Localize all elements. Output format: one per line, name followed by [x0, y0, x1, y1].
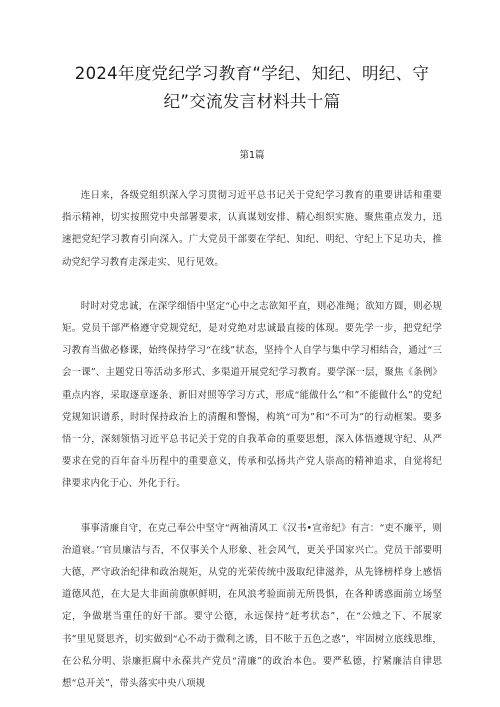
- document-body: [62, 185, 442, 695]
- paragraph-1: 连日来，各级党组织深入学习贯彻习近平总书记关于党纪学习教育的重要讲话和重要指示精神，切实按照党中央部署要求，认真谋划安排、精心组织实施、聚焦重点发力，迅速把党纪学习教育引向深入。广大党员干部要在学纪、知纪、明纪、守纪上下足功夫，推动党纪学习教育走深走实、见行见效。: [62, 190, 442, 268]
- document-title: 2024年度党纪学习教育“学纪、知纪、明纪、守纪”交流发言材料共十篇: [74, 64, 430, 111]
- paragraph-3: 事事清廉自守，在克己奉公中坚守“两袖清风工《汉书•宣帝纪》有言：“吏不廉平，则治道衰。’’官员廉洁与否，不仅事关个人形象、社会风气，更关乎国家兴亡。党员干部要明大德，严守政治纪律和政治规矩，从党的光荣传统中汲取纪律滋养，从先锋榜样身上感悟道德风范，在大是大非面前旗帜鲜明，在风浪考验面前无所畏惧，在各种诱惑面前立场坚定，争做堪当重任的好干部。要守公德，永远保持“赶考状态”，在“公烛之下、不展家书”里见贤思齐，切实做到“心不动于微利之诱，目不眩于五色之惑”，牢固树立底线思维，在公私分明、崇廉拒腐中永葆共产党员“清廉”的政治本色。要严私德，拧紧廉洁自律思想“总开关”，带头落实中央八项规: [62, 522, 442, 690]
- section-heading: 第1篇: [239, 150, 265, 161]
- paragraph-2: 时时对党忠诚，在深学细悟中坚定“心中之志欲知平直，则必准绳；欲知方圆，则必规矩。党员干部严格遵守党规党纪，是对党绝对忠诚最直接的体现。要先学一步，把党纪学习教育当做必修课，始终保持学习“在线”状态，坚持个人自学与集中学习相结合，通过“三会一课”、主题党日等活动多形式、多渠道开展党纪学习教育。要学深一层，聚焦《条例》重点内容，采取逐章逐条、新旧对照等学习方式，形成“能做什么’’和”不能做什么”的党纪党规知识谱系，时时保持政治上的清醒和警惕，构筑“可为”和“不可为”的行动框架。要多悟一分，深刻领悟习近平总书记关于党的自我革命的重要思想，深入体悟遵规守纪、从严要求在党的百年奋斗历程中的重要意义，传承和弘扬共产党人崇高的精神追求，自觉将纪律要求内化于心、外化于行。: [62, 300, 442, 490]
